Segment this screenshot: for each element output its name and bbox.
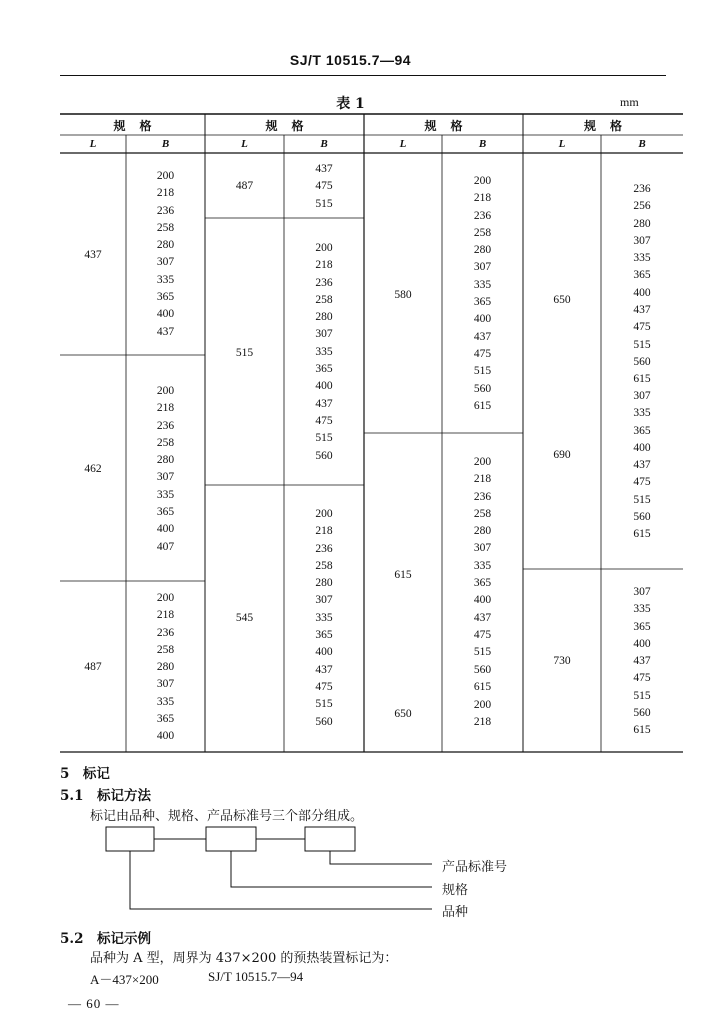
group-header-2: 规格 <box>265 119 318 133</box>
table-cell-L: 650 <box>553 294 571 306</box>
table-cell-L: 545 <box>235 612 254 624</box>
table-cell-B-list: 200 218 236 258 280 307 335 365 400 437 <box>156 170 175 338</box>
table-cell-L: 487 <box>84 661 102 673</box>
section-5-2-text: 品种为 A 型，周界为 437×200 的预热装置标记为： <box>90 951 398 966</box>
callout-specification: 规格 <box>442 883 469 898</box>
section-5-1-title: 5.1 标记方法 <box>60 788 151 804</box>
table-cell-B-list: 236 256 280 307 335 365 400 437 475 515 560 615 <box>633 183 651 386</box>
table-cell-L: 580 <box>394 289 412 301</box>
col-header-L: L <box>558 138 566 150</box>
group-header-3: 规格 <box>424 119 477 133</box>
table-cell-B-list: 437 475 515 <box>315 163 333 210</box>
table-cell-L: 690 <box>553 449 571 461</box>
table-cell-B-list: 200 218 236 258 280 307 335 365 400 <box>156 592 175 743</box>
table-cell-L: 462 <box>84 463 102 475</box>
example-mark: A－437×200 <box>90 972 159 987</box>
table-caption: 表 1 <box>336 96 365 112</box>
table-cell-B-list: 200 218 236 258 280 307 335 365 400 437 475 515 560 <box>315 508 333 728</box>
document-code-header: SJ/T 10515.7—94 <box>289 52 412 68</box>
section-5-1-text: 标记由品种、规格、产品标准号三个部分组成。 <box>90 809 364 824</box>
table-cell-B-list: 307 335 365 400 437 475 515 560 615 <box>633 586 651 737</box>
table-cell-L: 487 <box>235 180 254 192</box>
col-header-L: L <box>241 138 248 150</box>
table-cell-B-list: 200 218 <box>473 699 492 729</box>
table-cell-L: 650 <box>394 708 412 720</box>
example-standard-code: SJ/T 10515.7—94 <box>208 969 304 984</box>
table-cell-L: 437 <box>84 249 102 261</box>
col-header-L: L <box>89 138 97 150</box>
col-header-B: B <box>161 138 170 150</box>
table-cell-B-list: 200 218 236 258 280 307 335 365 400 407 <box>156 385 175 553</box>
group-header-4: 规格 <box>583 119 636 133</box>
callout-variety: 品种 <box>442 905 469 920</box>
table-cell-L: 615 <box>394 569 412 581</box>
page-number: — 60 — <box>68 996 120 1011</box>
section-5-2-title: 5.2 标记示例 <box>60 931 151 947</box>
table-cell-B-list: 200 218 236 258 280 307 335 365 400 437 475 515 560 <box>315 242 333 462</box>
table-unit: mm <box>620 95 639 109</box>
section-5-title: 5 标记 <box>60 766 110 782</box>
col-header-B: B <box>478 138 487 150</box>
col-header-B: B <box>638 138 646 150</box>
col-header-B: B <box>320 138 328 150</box>
table-cell-L: 515 <box>235 347 254 359</box>
table-cell-B-list: 200 218 236 258 280 307 335 365 400 437 475 515 560 615 <box>473 456 492 693</box>
table-cell-L: 730 <box>553 655 571 667</box>
group-header-1: 规格 <box>113 119 166 133</box>
col-header-L: L <box>399 138 407 150</box>
callout-standard-number: 产品标准号 <box>442 860 508 875</box>
table-cell-B-list: 307 335 365 400 437 475 515 560 615 <box>633 390 651 541</box>
table-cell-B-list: 200 218 236 258 280 307 335 365 400 437 475 515 560 615 <box>473 175 492 412</box>
